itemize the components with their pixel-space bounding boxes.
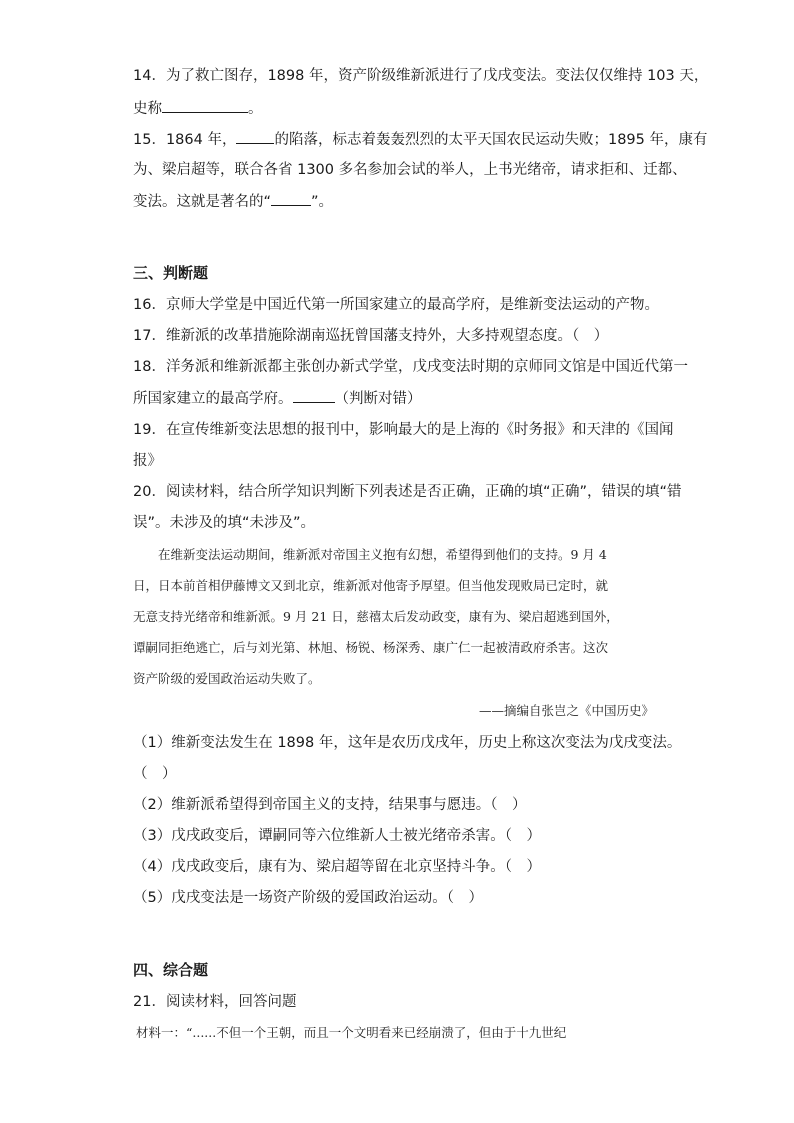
q20-material-line-4: 谭嗣同拒绝逃亡，后与刘光第、林旭、杨锐、杨深秀、康广仁一起被清政府杀害。这次 [133, 640, 609, 655]
q17-text: 17．维新派的改革措施除湖南巡抚曾国藩支持外，大多持观望态度。（ ） [133, 328, 609, 344]
q20-item-1-answer-bracket[interactable]: （ ） [133, 766, 177, 782]
q18-line2 [133, 388, 422, 409]
q14-suffix: 。 [248, 101, 263, 117]
q20-item-1: （1）维新变法发生在 1898 年，这年是农历戊戌年，历史上称这次变法为戊戌变法。 [133, 735, 682, 751]
q19-line1: 19．在宣传维新变法思想的报刊中，影响最大的是上海的《时务报》和天津的《国闻 [133, 422, 674, 438]
q20-line1: 20．阅读材料，结合所学知识判断下列表述是否正确，正确的填“正确”，错误的填“错 [133, 484, 682, 500]
q20-material-line-5: 资产阶级的爱国政治运动失败了。 [133, 671, 321, 686]
q15-line2: 为、梁启超等，联合各省 1300 多名参加会试的举人，上书光绪帝，请求拒和、迁都、 [133, 162, 687, 178]
section-heading-judgement: 三、判断题 [133, 264, 209, 282]
q16-text: 16．京师大学堂是中国近代第一所国家建立的最高学府，是维新变法运动的产物。 [133, 297, 659, 313]
q14-line1: 14．为了救亡图存，1898 年，资产阶级维新派进行了戊戌变法。变法仅仅维持 103 天， [133, 68, 709, 84]
q18-suffix: （判断对错） [334, 391, 422, 407]
q20-material-source: ——摘编自张岂之《中国历史》 [478, 703, 654, 718]
q21-text: 21．阅读材料，回答问题 [133, 994, 297, 1010]
q20-material-line-1: 在维新变法运动期间，维新派对帝国主义抱有幻想，希望得到他们的支持。9 月 4 [133, 547, 607, 562]
q14-prefix: 史称 [133, 101, 162, 117]
q15-line3 [133, 191, 333, 212]
section-heading-comprehensive: 四、综合题 [133, 961, 209, 979]
q20-item-2: （2）维新派希望得到帝国主义的支持，结果事与愿违。（ ） [133, 797, 527, 813]
q15-line3-suffix: ”。 [311, 194, 334, 210]
q20-item-3: （3）戊戌政变后，谭嗣同等六位维新人士被光绪帝杀害。（ ） [133, 828, 541, 844]
q20-item-5: （5）戊戌变法是一场资产阶级的爱国政治运动。（ ） [133, 890, 483, 906]
q15-prefix: 15．1864 年， [133, 132, 237, 148]
q18-prefix: 所国家建立的最高学府。 [133, 391, 293, 407]
q19-line2: 报》 [133, 453, 162, 469]
q14-answer-blank[interactable] [162, 98, 248, 113]
q15-line1 [133, 129, 707, 150]
q15-suffix: 的陷落，标志着轰轰烈烈的太平天国农民运动失败；1895 年，康有 [274, 132, 708, 148]
q20-line2: 误”。未涉及的填“未涉及”。 [133, 515, 316, 531]
q20-material-line-3: 无意支持光绪帝和维新派。9 月 21 日，慈禧太后发动政变，康有为、梁启超逃到国外， [133, 609, 619, 624]
q15-answer-blank-2[interactable] [271, 191, 311, 206]
q20-item-4: （4）戊戌政变后，康有为、梁启超等留在北京坚持斗争。（ ） [133, 859, 541, 875]
q20-material-line-2: 日，日本前首相伊藤博文又到北京，维新派对他寄予厚望。但当他发现败局已定时，就 [133, 578, 609, 593]
q15-answer-blank-1[interactable] [236, 129, 274, 144]
q21-material-1: 材料一：“......不但一个王朝，而且一个文明看来已经崩溃了，但由于十九世纪 [136, 1025, 567, 1040]
q18-line1: 18．洋务派和维新派都主张创办新式学堂，戊戌变法时期的京师同文馆是中国近代第一 [133, 359, 688, 375]
q15-line3-prefix: 变法。这就是著名的“ [133, 194, 272, 210]
q18-answer-blank[interactable] [293, 388, 335, 403]
q14-line2 [133, 98, 263, 119]
